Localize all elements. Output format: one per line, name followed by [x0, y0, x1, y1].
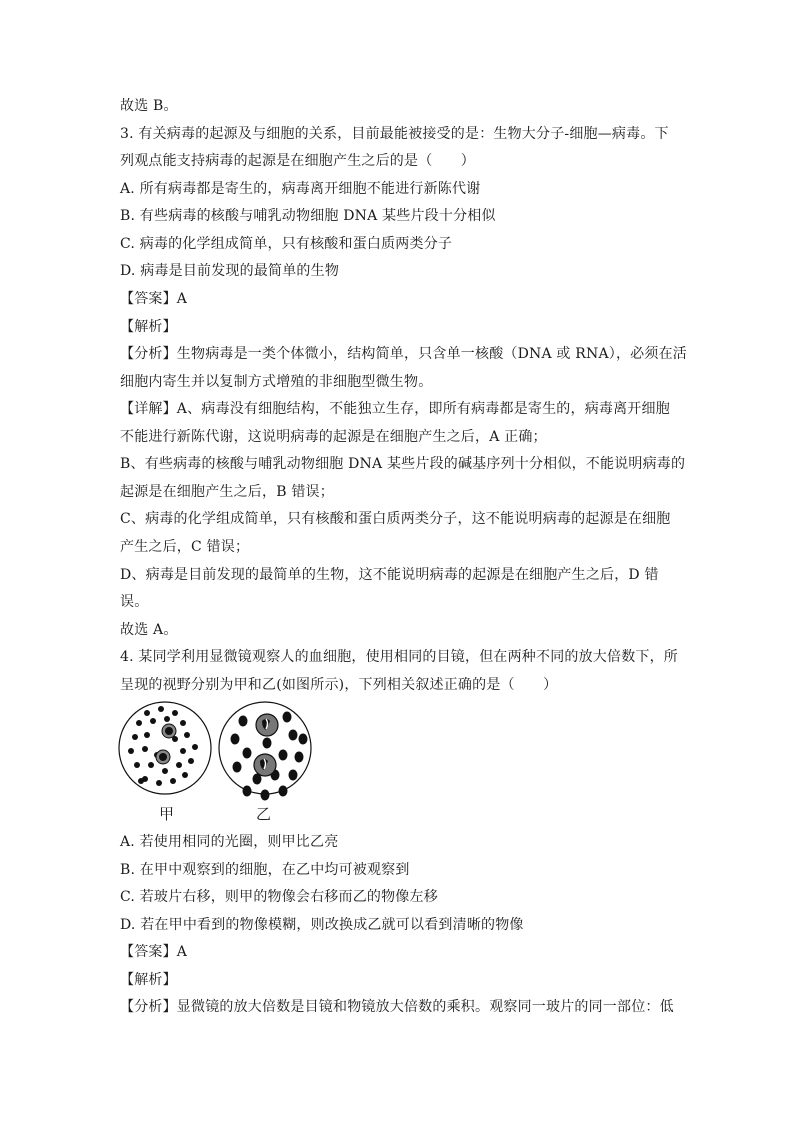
text-line: B. 在甲中观察到的细胞，在乙中均可被观察到	[120, 862, 410, 878]
text-line: 【答案】A	[120, 291, 188, 307]
text-line: 【分析】生物病毒是一类个体微小，结构简单，只含单一核酸（DNA 或 RNA），必须在活	[120, 346, 687, 362]
red-blood-cell	[231, 734, 240, 745]
text-line: 列观点能支持病毒的起源是在细胞产生之后的是（ ）	[120, 153, 475, 169]
red-blood-cell	[295, 752, 304, 763]
red-blood-cell	[289, 770, 298, 781]
figure-label-jia: 甲	[159, 805, 175, 823]
text-line: 【答案】A	[120, 944, 188, 960]
text-line: A. 所有病毒都是寄生的，病毒离开细胞不能进行新陈代谢	[120, 181, 481, 197]
red-blood-cell	[233, 762, 242, 773]
red-blood-cell	[172, 710, 178, 716]
red-blood-cell	[188, 758, 194, 764]
text-line: 故选 B。	[120, 98, 178, 114]
red-blood-cell	[132, 734, 138, 740]
figure-label-yi: 乙	[256, 805, 272, 823]
text-line: D. 若在甲中看到的物像模糊，则改换成乙就可以看到清晰的物像	[120, 917, 524, 933]
red-blood-cell	[184, 732, 190, 738]
red-blood-cell	[142, 746, 148, 752]
red-blood-cell	[162, 768, 168, 774]
red-blood-cell	[144, 710, 150, 716]
red-blood-cell	[289, 730, 298, 741]
text-line: 3. 有关病毒的起源及与细胞的关系，目前最能被接受的是：生物大分子-细胞—病毒。下	[120, 126, 669, 142]
red-blood-cell	[158, 706, 164, 712]
text-line: 细胞内寄生并以复制方式增殖的非细胞型微生物。	[120, 374, 433, 390]
red-blood-cell	[192, 744, 198, 750]
red-blood-cell	[299, 734, 308, 745]
red-blood-cell	[243, 786, 252, 797]
red-blood-cell	[144, 732, 150, 738]
text-line: 不能进行新陈代谢，这说明病毒的起源是在细胞产生之后，A 正确；	[120, 429, 547, 445]
text-line: 【解析】	[120, 972, 177, 988]
text-line: 【解析】	[120, 319, 177, 335]
red-blood-cell	[134, 762, 140, 768]
text-line: 4. 某同学利用显微镜观察人的血细胞，使用相同的目镜，但在两种不同的放大倍数下，所	[120, 649, 679, 665]
text-line: 误。	[120, 594, 149, 610]
cell-nucleus	[159, 753, 167, 761]
cell-nucleus	[165, 727, 173, 735]
red-blood-cell	[136, 720, 142, 726]
microscope-fields-svg	[117, 695, 317, 825]
red-blood-cell	[156, 780, 162, 786]
text-line: C. 若玻片右移，则甲的物像会右移而乙的物像左移	[120, 889, 438, 905]
red-blood-cell	[279, 750, 288, 761]
red-blood-cell	[279, 786, 288, 797]
text-line: D、病毒是目前发现的最简单的生物，这不能说明病毒的起源是在细胞产生之后，D 错	[120, 567, 659, 583]
text-line: A. 若使用相同的光圈，则甲比乙亮	[120, 834, 339, 850]
text-line: C、病毒的化学组成简单，只有核酸和蛋白质两类分子，这不能说明病毒的起源是在细胞	[120, 511, 671, 527]
red-blood-cell	[138, 778, 144, 784]
red-blood-cell	[182, 772, 188, 778]
red-blood-cell	[150, 718, 156, 724]
text-line: 【分析】显微镜的放大倍数是目镜和物镜放大倍数的乘积。观察同一玻片的同一部位：低	[120, 999, 674, 1015]
text-line: 呈现的视野分别为甲和乙(如图所示)，下列相关叙述正确的是（ ）	[120, 677, 558, 693]
red-blood-cell	[164, 716, 170, 722]
red-blood-cell	[170, 778, 176, 784]
text-line: 起源是在细胞产生之后，B 错误；	[120, 484, 334, 500]
red-blood-cell	[128, 748, 134, 754]
red-blood-cell	[283, 712, 292, 723]
red-blood-cell	[176, 762, 182, 768]
red-blood-cell	[263, 738, 272, 749]
text-line: 【详解】A、病毒没有细胞结构，不能独立生存，即所有病毒都是寄生的，病毒离开细胞	[120, 401, 670, 417]
text-line: B、有些病毒的核酸与哺乳动物细胞 DNA 某些片段的碱基序列十分相似，不能说明病毒的	[120, 456, 686, 472]
text-line: D. 病毒是目前发现的最简单的生物	[120, 263, 340, 279]
text-line: B. 有些病毒的核酸与哺乳动物细胞 DNA 某些片段十分相似	[120, 208, 496, 224]
text-line: 故选 A。	[120, 622, 178, 638]
red-blood-cell	[180, 720, 186, 726]
text-line: C. 病毒的化学组成简单，只有核酸和蛋白质两类分子	[120, 236, 453, 252]
microscope-field-figure	[117, 695, 317, 825]
red-blood-cell	[261, 790, 270, 801]
red-blood-cell	[239, 716, 248, 727]
text-line: 产生之后，C 错误；	[120, 539, 250, 555]
red-blood-cell	[243, 748, 252, 759]
red-blood-cell	[148, 762, 154, 768]
red-blood-cell	[180, 748, 186, 754]
